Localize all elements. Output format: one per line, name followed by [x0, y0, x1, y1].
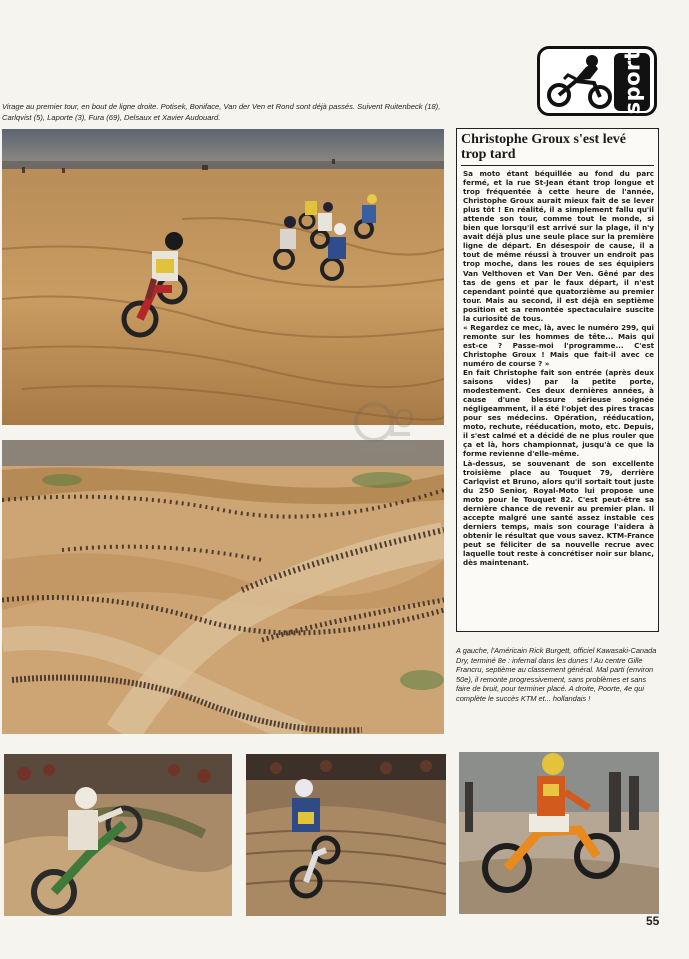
watermark-logo — [352, 400, 424, 458]
sport-label: sport — [614, 53, 650, 111]
motocross-rider-icon — [546, 53, 616, 113]
article-paragraph: Sa moto étant béquillée au fond du parc fermé, et la rue St-Jean étant trop longue et trop fréquentée à cette heure de l'année, Christophe Groux aurait mieux fait de se lever plus tôt ! En réalité, il a simplement fallu qu'il attende son tour, comme tout le monde, si bien que lorsqu'il est arrivé sur la plage, il n'y avait déjà plus une seule place sur la première ligne de départ. En désespoir de cause, il a tout de même réussi à trouver un endroit pas trop moche, dans les roues de ses équipiers Van Velthoven et Van Der Ven. Gêné par des tas de gens et par le faux départ, il n'est cependant pointé que quatorzième au premier tour. Mais au second, il est déjà en septième position et sa remontée spectaculaire suscite la curiosité de tous. — [463, 169, 654, 323]
article-box — [456, 128, 659, 632]
article-paragraph: « Regardez ce mec, là, avec le numéro 299, qui remonte sur les hommes de tête... Mais qui est-ce ? Passe-moi l'programme... C'est Christophe Groux ! Mais que fait-il avec ce numéro de course ? » — [463, 322, 654, 368]
photo-poorte-ktm — [459, 752, 659, 914]
page-number: 55 — [646, 914, 660, 928]
article-body — [463, 169, 654, 567]
article-title: Christophe Groux s'est levé trop tard — [461, 132, 654, 166]
photo-rick-burgett — [4, 754, 232, 916]
article-paragraph: En fait Christophe fait son entrée (après deux saisons vides) par la petite porte, modestement. Ces deux dernières années, à cause d'une blessure sérieuse soignée négligeamment, il a été l'objet des pires tracas pour ses médecins. Opération, rééducation, moto, rechute, rééducation, moto, etc. Depuis, il s'est calmé et a décidé de ne plus rouler que ça et là, hors championnat, jusqu'à ce que la forme revienne d'elle-même. — [463, 368, 654, 459]
photo-caption-side: A gauche, l'Américain Rick Burgett, officiel Kawasaki-Canada Dry, terminé 8e : infernal dans les dunes ! Au centre Gille Francru, septième au classement général. Mal parti (environ 50e), il remonte progressivement, sans problèmes et sans faire de bruit, pour terminer placé. A droite, Poorte, 4e qui complète le succès KTM et... hollandais ! — [456, 646, 657, 703]
photo-beach-race — [2, 129, 444, 425]
photo-dunes-spectators — [2, 440, 444, 734]
sport-logo — [537, 46, 657, 116]
photo-gille-francru — [246, 754, 446, 916]
article-paragraph: Là-dessus, se souvenant de son excellente troisième place au Touquet 79, derrière Carlqvist et Bruno, alors qu'il sortait tout juste du 250 Senior, Royal-Moto lui propose une moto pour le Touquet 82. C'est peut-être sa dernière chance de revenir au premier plan. Il accepte malgré une santé assez instable ces derniers temps, mais son courage l'aidera à obtenir le résultat que vous savez. KTM-France peut se féliciter de sa nouvelle recrue avec laquelle tout reste à concrétiser noir sur blanc, dès maintenant. — [463, 458, 654, 568]
photo-caption-top: Virage au premier tour, en bout de ligne droite. Potisek, Boniface, Van der Ven et Rond sont déjà passés. Suivent Ruitenbeck (18), Carlqvist (5), Laporte (3), Fura (69), Delsaux et Xavier Audouard. — [2, 102, 441, 122]
